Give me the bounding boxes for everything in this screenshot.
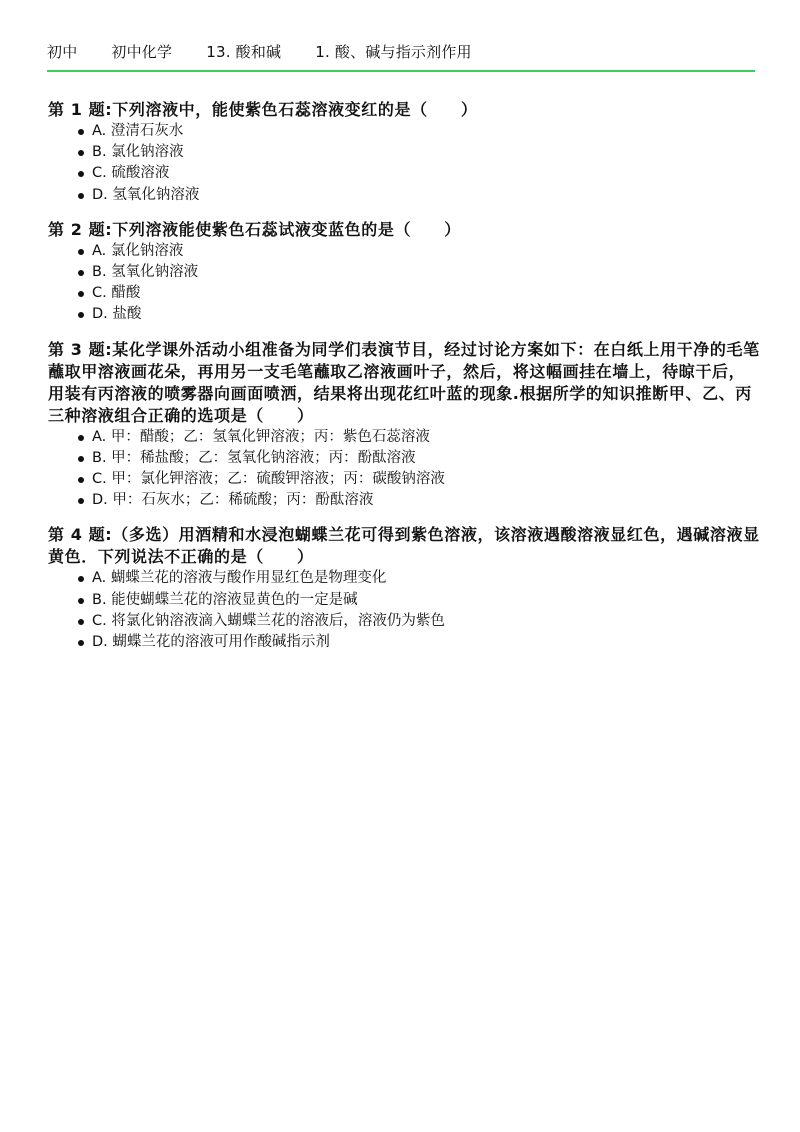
- bullet-icon: [78, 619, 84, 625]
- question-number: 第 2 题:: [48, 219, 113, 239]
- bullet-icon: [78, 150, 84, 156]
- question-stem: [48, 524, 760, 568]
- option-list: [48, 568, 760, 653]
- option-list: [48, 241, 760, 326]
- breadcrumb-level[interactable]: 初中: [47, 42, 78, 61]
- option-text: C. 将氯化钠溶液滴入蝴蝶兰花的溶液后，溶液仍为紫色: [92, 612, 445, 629]
- option-text: A. 甲：醋酸；乙：氢氧化钾溶液；丙：紫色石蕊溶液: [92, 428, 430, 445]
- option-a[interactable]: [78, 241, 760, 262]
- question-2: [48, 219, 760, 326]
- bullet-icon: [78, 640, 84, 646]
- question-stem: [48, 339, 760, 427]
- question-number: 第 4 题:: [48, 525, 113, 545]
- bullet-icon: [78, 598, 84, 604]
- option-d[interactable]: [78, 185, 760, 206]
- option-text: C. 醋酸: [92, 285, 141, 302]
- option-c[interactable]: [78, 469, 760, 490]
- option-b[interactable]: [78, 590, 760, 611]
- breadcrumb: [47, 40, 755, 62]
- option-text: C. 甲：氯化钾溶液；乙：硫酸钾溶液；丙：碳酸钠溶液: [92, 471, 445, 488]
- option-b[interactable]: [78, 142, 760, 163]
- breadcrumb-subject[interactable]: 初中化学: [111, 42, 173, 61]
- option-text: D. 甲：石灰水；乙：稀硫酸；丙：酚酞溶液: [92, 492, 374, 509]
- option-text: D. 氢氧化钠溶液: [92, 186, 200, 203]
- question-1: [48, 99, 760, 206]
- breadcrumb-section[interactable]: 1. 酸、碱与指示剂作用: [315, 42, 472, 61]
- bullet-icon: [78, 270, 84, 276]
- option-c[interactable]: [78, 283, 760, 304]
- option-list: [48, 121, 760, 206]
- question-stem: [48, 219, 760, 241]
- option-a[interactable]: [78, 121, 760, 142]
- question-number: 第 1 题:: [48, 100, 113, 119]
- question-text: （多选）用酒精和水浸泡蝴蝶兰花可得到紫色溶液，该溶液遇酸溶液显红色，遇碱溶液显黄色．下列说法不正确的是（ ）: [48, 525, 760, 567]
- option-c[interactable]: [78, 163, 760, 184]
- option-text: B. 能使蝴蝶兰花的溶液显黄色的一定是碱: [92, 591, 358, 608]
- bullet-icon: [78, 435, 84, 441]
- option-list: [48, 427, 760, 512]
- option-text: A. 蝴蝶兰花的溶液与酸作用显红色是物理变化: [92, 570, 387, 587]
- question-4: [48, 524, 760, 653]
- option-b[interactable]: [78, 448, 760, 469]
- question-stem: [48, 99, 760, 121]
- bullet-icon: [78, 477, 84, 483]
- option-d[interactable]: [78, 490, 760, 511]
- bullet-icon: [78, 193, 84, 199]
- option-text: B. 甲：稀盐酸；乙：氢氧化钠溶液；丙：酚酞溶液: [92, 449, 416, 466]
- question-text: 某化学课外活动小组准备为同学们表演节目，经过讨论方案如下：在白纸上用干净的毛笔蘸取甲溶液画花朵，再用另一支毛笔蘸取乙溶液画叶子，然后，将这幅画挂在墙上，待晾干后，用装有丙溶液的喷雾器向画面喷洒，结果将出现花红叶蓝的现象.根据所学的知识推断甲、乙、丙三种溶液组合正确的选项是（ ）: [48, 339, 760, 425]
- bullet-icon: [78, 129, 84, 135]
- question-number: 第 3 题:: [48, 339, 113, 359]
- question-text: 下列溶液中，能使紫色石蕊溶液变红的是（ ）: [112, 100, 478, 119]
- bullet-icon: [78, 576, 84, 582]
- bullet-icon: [78, 498, 84, 504]
- bullet-icon: [78, 171, 84, 177]
- option-d[interactable]: [78, 304, 760, 325]
- question-text: 下列溶液能使紫色石蕊试液变蓝色的是（ ）: [112, 219, 461, 239]
- header-divider: [47, 70, 755, 72]
- question-3: [48, 339, 760, 512]
- bullet-icon: [78, 291, 84, 297]
- option-text: A. 氯化钠溶液: [92, 242, 184, 259]
- option-text: B. 氢氧化钠溶液: [92, 264, 199, 281]
- bullet-icon: [78, 456, 84, 462]
- option-b[interactable]: [78, 262, 760, 283]
- option-text: A. 澄清石灰水: [92, 123, 184, 139]
- question-list: [48, 99, 760, 666]
- option-text: B. 氯化钠溶液: [92, 144, 184, 161]
- option-text: C. 硫酸溶液: [92, 165, 170, 182]
- option-text: D. 盐酸: [92, 306, 142, 323]
- option-d[interactable]: [78, 632, 760, 653]
- option-a[interactable]: [78, 568, 760, 589]
- breadcrumb-chapter[interactable]: 13. 酸和碱: [206, 42, 282, 61]
- bullet-icon: [78, 249, 84, 255]
- option-a[interactable]: [78, 427, 760, 448]
- bullet-icon: [78, 312, 84, 318]
- option-c[interactable]: [78, 611, 760, 632]
- option-text: D. 蝴蝶兰花的溶液可用作酸碱指示剂: [92, 634, 330, 651]
